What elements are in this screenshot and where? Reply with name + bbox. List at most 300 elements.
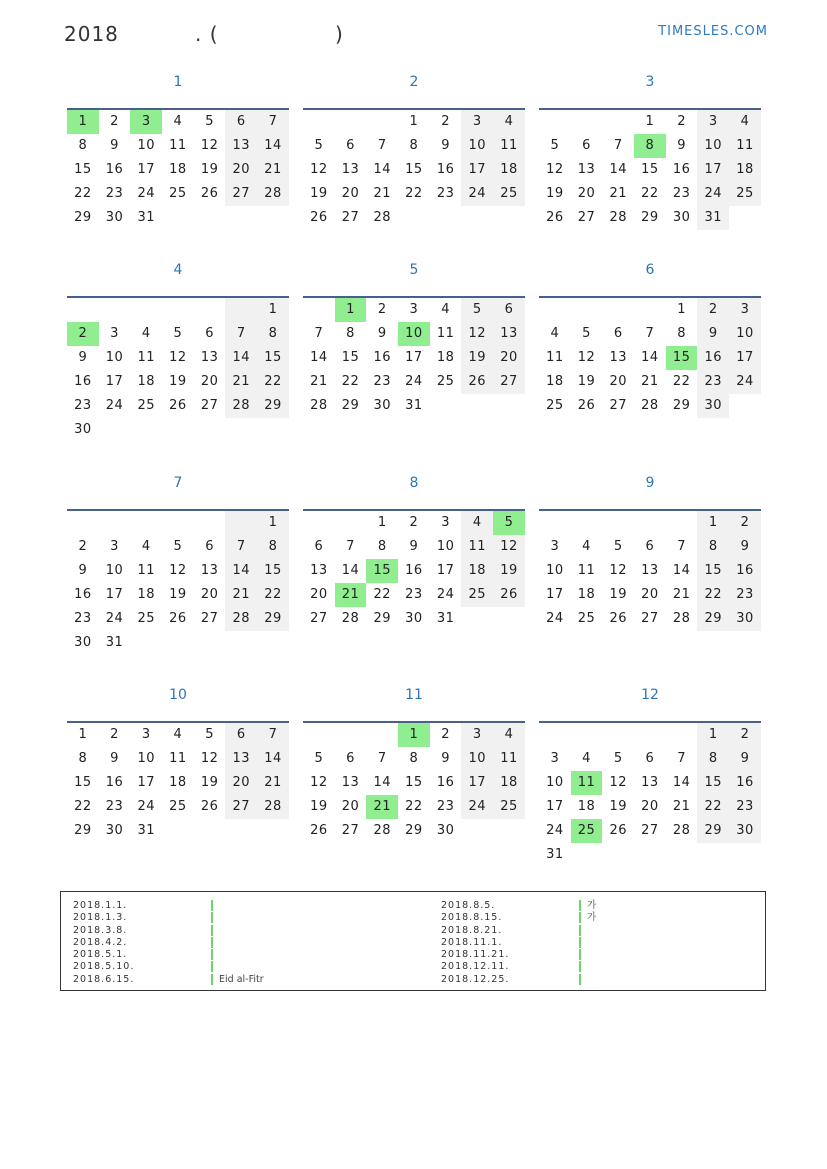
- day-cell: 9: [729, 535, 761, 559]
- day-cell: 14: [225, 346, 257, 370]
- holiday-date: 2018.12.11.: [441, 961, 510, 973]
- day-cell: 20: [577, 186, 596, 201]
- day-cell: 9: [78, 350, 88, 365]
- day-cell-empty: [571, 511, 603, 535]
- day-cell: 24: [105, 398, 124, 413]
- day-cell: 22: [257, 583, 289, 607]
- week-row: [67, 771, 289, 795]
- week-row: [539, 394, 761, 418]
- day-cell: 13: [310, 563, 328, 578]
- week-row: [67, 110, 289, 134]
- day-cell: 29: [373, 611, 391, 626]
- day-cell: 28: [609, 210, 627, 225]
- day-cell: 31: [137, 210, 155, 225]
- holiday-marker: [211, 937, 213, 948]
- day-cell: 4: [441, 302, 450, 317]
- day-cell: 22: [341, 374, 360, 389]
- holiday-entry: [73, 961, 264, 973]
- day-cell: 7: [225, 535, 257, 559]
- day-cell: 28: [373, 210, 391, 225]
- day-cell: 15: [341, 350, 360, 365]
- day-cell: 11: [577, 563, 596, 578]
- week-row: [303, 182, 525, 206]
- week-row: [539, 607, 761, 631]
- holiday-marker: [211, 925, 213, 936]
- day-cell-empty: [493, 607, 525, 631]
- month-title: 11: [405, 687, 423, 703]
- day-cell: 3: [550, 751, 560, 766]
- day-cell-holiday: 1: [67, 110, 99, 134]
- day-cell-empty: [303, 511, 335, 535]
- day-cell: 13: [493, 322, 525, 346]
- day-cell: 19: [200, 775, 219, 790]
- week-row: [67, 394, 289, 418]
- day-cell: 11: [137, 563, 155, 578]
- day-cell-holiday: 8: [634, 134, 666, 158]
- day-cell-empty: [257, 631, 289, 655]
- day-cell: 10: [105, 350, 124, 365]
- day-cell: 16: [105, 162, 124, 177]
- day-cell-empty: [257, 206, 289, 230]
- day-cell: 23: [729, 795, 761, 819]
- day-cell: 3: [110, 326, 119, 341]
- day-cell: 15: [257, 346, 289, 370]
- day-cell: 12: [200, 751, 219, 766]
- day-cell: 2: [110, 727, 119, 742]
- day-cell-empty: [366, 723, 398, 747]
- week-row: [303, 206, 525, 230]
- day-cell: 16: [74, 374, 92, 389]
- day-cell: 11: [493, 134, 525, 158]
- day-cell: 26: [493, 583, 525, 607]
- day-cell-empty: [225, 206, 257, 230]
- day-cell-empty: [571, 843, 603, 867]
- day-cell: 4: [729, 110, 761, 134]
- day-cell: 7: [346, 539, 355, 554]
- day-cell: 19: [169, 587, 187, 602]
- day-cell-empty: [194, 206, 226, 230]
- day-cell-empty: [634, 298, 666, 322]
- day-cell-empty: [493, 819, 525, 843]
- week-row: [303, 747, 525, 771]
- holiday-entry: [73, 949, 264, 961]
- day-cell: 9: [729, 747, 761, 771]
- day-cell: 17: [729, 346, 761, 370]
- month-title: 6: [645, 262, 655, 278]
- holiday-entry: [73, 937, 264, 949]
- week-row: [67, 559, 289, 583]
- day-cell: 17: [461, 158, 493, 182]
- month-grid: [67, 296, 289, 442]
- day-cell: 14: [672, 775, 691, 790]
- day-cell: 2: [729, 723, 761, 747]
- day-cell: 8: [257, 535, 289, 559]
- day-cell: 6: [205, 539, 214, 554]
- day-cell-empty: [666, 511, 698, 535]
- day-cell: 22: [373, 587, 391, 602]
- day-cell-empty: [162, 819, 194, 843]
- day-cell-empty: [634, 511, 666, 535]
- week-row: [67, 535, 289, 559]
- day-cell: 17: [461, 771, 493, 795]
- day-cell: 7: [314, 326, 324, 341]
- day-cell: 21: [257, 771, 289, 795]
- day-cell-empty: [335, 723, 367, 747]
- day-cell: 20: [225, 158, 257, 182]
- holiday-entry: [441, 949, 596, 961]
- day-cell: 6: [582, 138, 591, 153]
- day-cell-empty: [602, 298, 634, 322]
- day-cell-holiday: 10: [398, 322, 430, 346]
- day-cell: 7: [677, 539, 686, 554]
- day-cell: 3: [461, 723, 493, 747]
- day-cell: 30: [436, 823, 455, 838]
- day-cell: 30: [74, 635, 92, 650]
- day-cell: 20: [641, 799, 659, 814]
- day-cell: 24: [461, 182, 493, 206]
- day-cell: 11: [169, 138, 187, 153]
- day-cell: 1: [697, 511, 729, 535]
- holiday-date: 2018.11.21.: [441, 949, 510, 961]
- week-row: [67, 747, 289, 771]
- holiday-entry: [73, 900, 264, 912]
- week-row: [539, 370, 761, 394]
- day-cell-empty: [602, 511, 634, 535]
- day-cell: 25: [137, 398, 155, 413]
- day-cell: 27: [641, 823, 659, 838]
- week-row: [303, 607, 525, 631]
- week-row: [67, 322, 289, 346]
- week-row: [67, 631, 289, 655]
- day-cell: 16: [672, 162, 691, 177]
- day-cell: 29: [341, 398, 360, 413]
- day-cell: 17: [405, 350, 423, 365]
- day-cell: 29: [697, 607, 729, 631]
- day-cell: 20: [200, 587, 219, 602]
- day-cell: 15: [697, 559, 729, 583]
- day-cell-holiday: 21: [335, 583, 367, 607]
- week-row: [303, 583, 525, 607]
- month-grid: [303, 509, 525, 631]
- day-cell-empty: [666, 723, 698, 747]
- day-cell: 17: [436, 563, 455, 578]
- day-cell: 3: [441, 515, 450, 530]
- day-cell: 23: [697, 370, 729, 394]
- day-cell: 26: [169, 611, 187, 626]
- day-cell: 26: [546, 210, 564, 225]
- day-cell: 1: [257, 298, 289, 322]
- day-cell: 5: [314, 751, 324, 766]
- week-row: [539, 322, 761, 346]
- day-cell: 26: [577, 398, 596, 413]
- day-cell: 28: [257, 182, 289, 206]
- day-cell: 12: [169, 563, 187, 578]
- day-cell: 26: [609, 823, 627, 838]
- day-cell: 4: [461, 511, 493, 535]
- day-cell: 4: [582, 751, 591, 766]
- month-grid: [67, 509, 289, 655]
- week-row: [67, 370, 289, 394]
- day-cell: 31: [697, 206, 729, 230]
- day-cell-empty: [67, 511, 99, 535]
- day-cell: 12: [200, 138, 219, 153]
- day-cell: 3: [141, 727, 151, 742]
- day-cell-empty: [257, 418, 289, 442]
- day-cell: 3: [550, 539, 560, 554]
- week-row: [539, 511, 761, 535]
- day-cell: 26: [609, 611, 627, 626]
- day-cell: 23: [105, 799, 124, 814]
- day-cell-empty: [461, 819, 493, 843]
- day-cell: 2: [78, 539, 88, 554]
- day-cell: 14: [373, 162, 391, 177]
- day-cell-empty: [225, 511, 257, 535]
- week-row: [539, 747, 761, 771]
- day-cell-empty: [461, 607, 493, 631]
- holiday-date: 2018.5.10.: [73, 961, 135, 973]
- day-cell: 11: [493, 747, 525, 771]
- day-cell: 19: [609, 799, 627, 814]
- holiday-entry: [441, 900, 596, 912]
- day-cell: 27: [341, 210, 360, 225]
- day-cell: 5: [314, 138, 324, 153]
- day-cell: 6: [225, 110, 257, 134]
- week-row: [67, 795, 289, 819]
- day-cell: 27: [200, 398, 219, 413]
- day-cell: 9: [377, 326, 387, 341]
- week-row: [67, 607, 289, 631]
- day-cell: 30: [74, 422, 92, 437]
- day-cell: 13: [641, 775, 659, 790]
- day-cell: 8: [697, 747, 729, 771]
- day-cell: 24: [137, 799, 155, 814]
- month-title: 1: [173, 74, 183, 90]
- week-row: [539, 583, 761, 607]
- day-cell: 3: [697, 110, 729, 134]
- day-cell: 21: [672, 587, 691, 602]
- day-cell: 17: [137, 162, 155, 177]
- day-cell: 16: [105, 775, 124, 790]
- week-row: [539, 206, 761, 230]
- week-row: [67, 819, 289, 843]
- day-cell: 16: [74, 587, 92, 602]
- day-cell: 26: [310, 823, 328, 838]
- holiday-entry: [441, 961, 596, 973]
- day-cell: 30: [729, 607, 761, 631]
- day-cell: 4: [550, 326, 560, 341]
- day-cell: 18: [546, 374, 564, 389]
- day-cell: 27: [200, 611, 219, 626]
- week-row: [303, 158, 525, 182]
- day-cell: 16: [729, 771, 761, 795]
- day-cell: 5: [205, 114, 214, 129]
- day-cell: 28: [257, 795, 289, 819]
- day-cell: 18: [461, 559, 493, 583]
- day-cell: 6: [205, 326, 214, 341]
- day-cell: 19: [493, 559, 525, 583]
- day-cell-holiday: 2: [67, 322, 99, 346]
- week-row: [539, 298, 761, 322]
- day-cell: 31: [436, 611, 455, 626]
- day-cell: 22: [697, 583, 729, 607]
- day-cell: 4: [493, 110, 525, 134]
- month-title: 2: [409, 74, 419, 90]
- day-cell-empty: [539, 511, 571, 535]
- holiday-entry: [73, 974, 264, 986]
- day-cell: 30: [672, 210, 691, 225]
- holiday-date: 2018.1.1.: [73, 900, 128, 911]
- day-cell: 21: [310, 374, 328, 389]
- month-grid: [303, 296, 525, 418]
- day-cell-empty: [194, 418, 226, 442]
- week-row: [303, 511, 525, 535]
- day-cell: 21: [672, 799, 691, 814]
- day-cell: 5: [550, 138, 560, 153]
- day-cell: 3: [461, 110, 493, 134]
- day-cell: 11: [729, 134, 761, 158]
- day-cell-empty: [303, 723, 335, 747]
- day-cell-empty: [257, 819, 289, 843]
- day-cell: 22: [405, 799, 423, 814]
- holiday-marker: [211, 949, 213, 960]
- day-cell: 25: [577, 611, 596, 626]
- holiday-list-left: [73, 900, 264, 986]
- day-cell: 16: [436, 775, 455, 790]
- week-row: [303, 819, 525, 843]
- day-cell: 14: [341, 563, 360, 578]
- day-cell: 28: [373, 823, 391, 838]
- day-cell: 22: [74, 186, 92, 201]
- holiday-date: 2018.6.15.: [73, 973, 135, 985]
- day-cell: 24: [546, 823, 564, 838]
- day-cell: 6: [645, 539, 655, 554]
- day-cell: 4: [141, 326, 151, 341]
- day-cell: 18: [137, 587, 155, 602]
- day-cell: 30: [373, 398, 391, 413]
- day-cell-empty: [194, 631, 226, 655]
- day-cell: 18: [493, 158, 525, 182]
- day-cell: 8: [78, 751, 88, 766]
- holiday-marker: [211, 974, 213, 985]
- day-cell: 25: [169, 799, 187, 814]
- day-cell: 11: [461, 535, 493, 559]
- day-cell: 19: [546, 186, 564, 201]
- day-cell: 3: [110, 539, 119, 554]
- day-cell-empty: [162, 206, 194, 230]
- day-cell: 1: [409, 114, 419, 129]
- week-row: [67, 583, 289, 607]
- day-cell: 17: [105, 587, 124, 602]
- month-title: 7: [173, 475, 183, 491]
- day-cell-empty: [571, 723, 603, 747]
- day-cell: 9: [441, 138, 450, 153]
- day-cell-empty: [225, 298, 257, 322]
- day-cell: 9: [697, 322, 729, 346]
- day-cell: 15: [641, 162, 659, 177]
- day-cell: 12: [310, 162, 328, 177]
- day-cell: 19: [310, 186, 328, 201]
- week-row: [303, 134, 525, 158]
- day-cell-empty: [602, 723, 634, 747]
- day-cell-empty: [539, 723, 571, 747]
- day-cell: 28: [225, 607, 257, 631]
- week-row: [539, 771, 761, 795]
- day-cell: 8: [78, 138, 88, 153]
- day-cell: 6: [314, 539, 324, 554]
- day-cell: 5: [205, 727, 214, 742]
- day-cell: 7: [257, 110, 289, 134]
- day-cell: 20: [200, 374, 219, 389]
- day-cell: 11: [169, 751, 187, 766]
- week-row: [67, 182, 289, 206]
- day-cell-empty: [539, 110, 571, 134]
- holiday-entry: [73, 925, 264, 937]
- day-cell: 12: [577, 350, 596, 365]
- day-cell: 10: [137, 751, 155, 766]
- day-cell: 31: [105, 635, 124, 650]
- day-cell: 7: [257, 723, 289, 747]
- day-cell: 14: [257, 747, 289, 771]
- day-cell: 26: [461, 370, 493, 394]
- day-cell: 27: [310, 611, 328, 626]
- day-cell: 19: [609, 587, 627, 602]
- day-cell: 16: [697, 346, 729, 370]
- day-cell-holiday: 15: [666, 346, 698, 370]
- day-cell: 10: [546, 775, 564, 790]
- day-cell: 12: [546, 162, 564, 177]
- month-title: 3: [645, 74, 655, 90]
- day-cell: 22: [672, 374, 691, 389]
- day-cell-empty: [99, 418, 131, 442]
- day-cell: 18: [137, 374, 155, 389]
- day-cell: 13: [577, 162, 596, 177]
- month-title: 8: [409, 475, 419, 491]
- day-cell-empty: [162, 631, 194, 655]
- day-cell: 13: [200, 350, 219, 365]
- day-cell: 16: [729, 559, 761, 583]
- day-cell: 1: [697, 723, 729, 747]
- day-cell: 2: [409, 515, 419, 530]
- day-cell: 8: [409, 138, 419, 153]
- day-cell-empty: [335, 511, 367, 535]
- day-cell: 15: [74, 162, 92, 177]
- holiday-marker: [579, 961, 581, 972]
- day-cell: 24: [405, 374, 423, 389]
- week-row: [539, 535, 761, 559]
- day-cell: 18: [577, 799, 596, 814]
- day-cell: 9: [110, 751, 119, 766]
- week-row: [303, 110, 525, 134]
- day-cell: 9: [78, 563, 88, 578]
- holiday-date: 2018.8.15.: [441, 912, 503, 924]
- holiday-marker: [579, 925, 581, 936]
- day-cell-empty: [130, 418, 162, 442]
- holiday-entry: [441, 937, 596, 949]
- week-row: [539, 559, 761, 583]
- day-cell: 13: [641, 563, 659, 578]
- holiday-list-right: [441, 900, 596, 986]
- day-cell-empty: [366, 110, 398, 134]
- day-cell: 9: [441, 751, 450, 766]
- day-cell: 18: [493, 771, 525, 795]
- day-cell: 8: [697, 535, 729, 559]
- site-link[interactable]: TIMESLES.COM: [658, 24, 768, 39]
- day-cell: 24: [729, 370, 761, 394]
- day-cell: 16: [436, 162, 455, 177]
- month-title: 5: [409, 262, 419, 278]
- day-cell-holiday: 15: [366, 559, 398, 583]
- day-cell: 19: [461, 346, 493, 370]
